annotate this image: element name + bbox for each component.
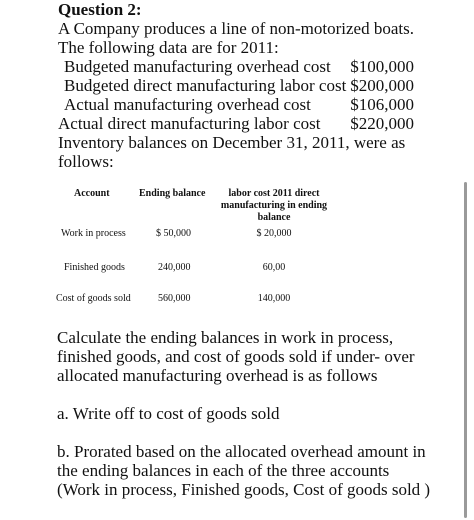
cell-labor: $ 20,000	[256, 228, 292, 239]
data-item-value: $100,000	[350, 57, 414, 76]
cell-labor: 60,00	[262, 262, 286, 273]
intro-line: The following data are for 2011:	[58, 38, 279, 57]
cell-ending-balance: 560,000	[158, 293, 191, 304]
cell-ending-balance: 240,000	[158, 262, 191, 273]
data-item-value: $106,000	[350, 95, 414, 114]
cell-account: Cost of goods sold	[56, 293, 131, 304]
inventory-line: follows:	[58, 152, 114, 171]
header-labor-line: manufacturing in ending	[220, 200, 328, 211]
option-b-line: b. Prorated based on the allocated overhead amount in	[57, 442, 426, 461]
data-item-value: $200,000	[350, 76, 414, 95]
question-title: Question 2:	[58, 0, 142, 19]
data-item-label: Actual direct manufacturing labor cost	[58, 114, 321, 133]
header-account: Account	[74, 188, 110, 199]
data-item-label: Budgeted manufacturing overhead cost	[64, 57, 331, 76]
cell-labor: 140,000	[257, 293, 291, 304]
header-labor-line: labor cost 2011 direct	[228, 188, 320, 199]
cell-account: Work in process	[61, 228, 126, 239]
data-item-value: $220,000	[350, 114, 414, 133]
instruction-line: finished goods, and cost of goods sold if under- over	[57, 347, 415, 366]
cell-ending-balance: $ 50,000	[156, 228, 191, 239]
header-ending-balance: Ending balance	[139, 188, 206, 199]
header-labor-line: balance	[257, 212, 291, 223]
option-a: a. Write off to cost of goods sold	[57, 404, 280, 423]
option-b-line: (Work in process, Finished goods, Cost of goods sold )	[57, 480, 431, 499]
option-b-line: the ending balances in each of the three accounts	[57, 461, 390, 480]
cell-account: Finished goods	[64, 262, 125, 273]
intro-line: A Company produces a line of non-motorized boats.	[58, 19, 414, 38]
instruction-line: allocated manufacturing overhead is as follows	[57, 366, 378, 385]
data-item-label: Budgeted direct manufacturing labor cost	[64, 76, 347, 95]
data-item-label: Actual manufacturing overhead cost	[64, 95, 311, 114]
inventory-line: Inventory balances on December 31, 2011, were as	[58, 133, 406, 152]
vertical-scrollbar[interactable]	[464, 182, 467, 518]
instruction-line: Calculate the ending balances in work in process,	[57, 328, 394, 347]
